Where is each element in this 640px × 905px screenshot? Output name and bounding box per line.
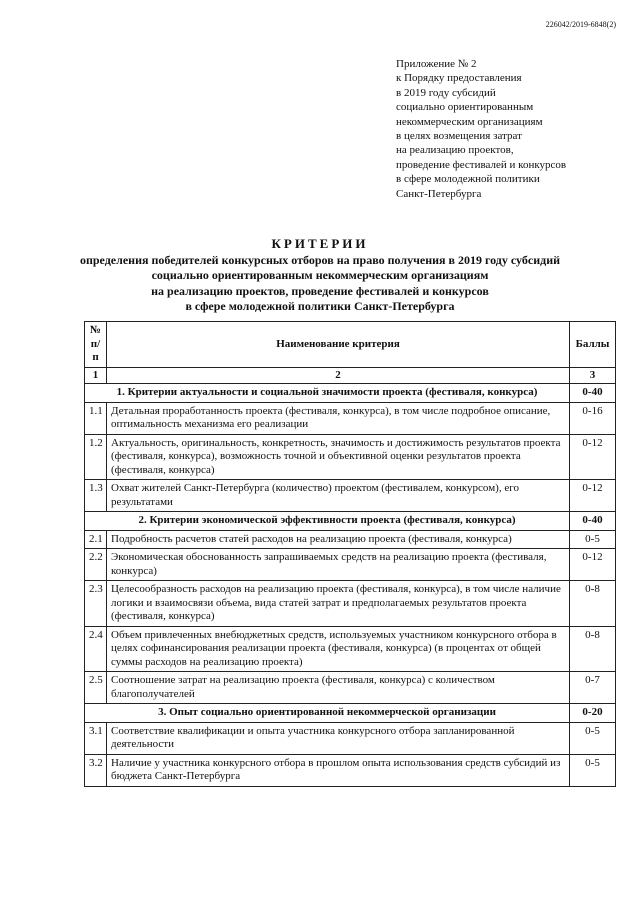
document-title — [0, 236, 640, 315]
row-text: Соотношение затрат на реализацию проекта (фестиваля, конкурса) с количеством благополучателей — [107, 672, 570, 704]
row-num: 2.4 — [85, 626, 107, 672]
table-row — [85, 402, 616, 434]
row-text: Актуальность, оригинальность, конкретность, значимость и достижимость результатов проекта (фестиваля, конкурса), возможность точной и объективной оценки результатов проекта (фестиваля, конкурса) — [107, 434, 570, 480]
row-points: 0-5 — [570, 754, 616, 786]
section-row — [85, 384, 616, 403]
title-line: социально ориентированным некоммерческим организациям — [151, 268, 489, 282]
table-row — [85, 626, 616, 672]
section-points: 0-40 — [570, 384, 616, 403]
annex-line: социально ориентированным — [396, 101, 534, 114]
row-points: 0-12 — [570, 434, 616, 480]
title-line: определения победителей конкурсных отборов на право получения в 2019 году субсидий — [79, 252, 561, 267]
row-points: 0-8 — [570, 581, 616, 627]
table-row — [85, 530, 616, 549]
annex-block — [396, 57, 566, 201]
row-text: Экономическая обоснованность запрашиваемых средств на реализацию проекта (фестиваля, конкурса) — [107, 549, 570, 581]
row-points: 0-16 — [570, 402, 616, 434]
table-row — [85, 581, 616, 627]
row-num: 1.1 — [85, 402, 107, 434]
row-num: 3.2 — [85, 754, 107, 786]
row-points: 0-12 — [570, 549, 616, 581]
annex-line: Санкт-Петербурга — [396, 187, 482, 200]
row-num: 3.1 — [85, 722, 107, 754]
table-row — [85, 549, 616, 581]
table-row — [85, 672, 616, 704]
row-text: Объем привлеченных внебюджетных средств, используемых участником конкурсного отбора в целях софинансирования реализации проекта (фестиваля, конкурса) (в процентах от общей суммы расходов на реализацию проекта) — [107, 626, 570, 672]
row-points: 0-5 — [570, 722, 616, 754]
col-number: 1 — [85, 367, 107, 384]
row-points: 0-5 — [570, 530, 616, 549]
row-points: 0-12 — [570, 480, 616, 512]
annex-line: проведение фестивалей и конкурсов — [396, 158, 567, 171]
annex-line: некоммерческим организациям — [396, 115, 543, 128]
row-text: Детальная проработанность проекта (фестиваля, конкурса), в том числе подробное описание, оптимальность механизма его реализации — [107, 402, 570, 434]
row-num: 2.5 — [85, 672, 107, 704]
col-number: 2 — [107, 367, 570, 384]
row-num: 2.1 — [85, 530, 107, 549]
row-points: 0-7 — [570, 672, 616, 704]
row-points: 0-8 — [570, 626, 616, 672]
section-title: 3. Опыт социально ориентированной некоммерческой организации — [85, 704, 570, 723]
section-row — [85, 704, 616, 723]
criteria-table — [84, 321, 616, 787]
section-points: 0-40 — [570, 512, 616, 531]
header-num: № п/п — [85, 322, 107, 368]
table-row — [85, 480, 616, 512]
row-text: Подробность расчетов статей расходов на реализацию проекта (фестиваля, конкурса) — [107, 530, 570, 549]
header-points: Баллы — [570, 322, 616, 368]
annex-line: в 2019 году субсидий — [396, 86, 496, 99]
row-num: 2.3 — [85, 581, 107, 627]
title-line: в сфере молодежной политики Санкт-Петербурга — [185, 299, 455, 313]
annex-line: в целях возмещения затрат — [396, 130, 522, 143]
annex-line: в сфере молодежной политики — [396, 173, 540, 186]
column-number-row — [85, 367, 616, 384]
row-text: Охват жителей Санкт-Петербурга (количество) проектом (фестивалем, конкурсом), его результатами — [107, 480, 570, 512]
annex-line: Приложение № 2 — [396, 58, 477, 70]
title-heading: КРИТЕРИИ — [271, 236, 369, 251]
table-row — [85, 754, 616, 786]
title-line: на реализацию проектов, проведение фестивалей и конкурсов — [151, 283, 489, 298]
annex-line: на реализацию проектов, — [396, 144, 514, 157]
section-title: 2. Критерии экономической эффективности проекта (фестиваля, конкурса) — [85, 512, 570, 531]
table-header-row — [85, 322, 616, 368]
row-text: Наличие у участника конкурсного отбора в прошлом опыта использования средств субсидий из бюджета Санкт-Петербурга — [107, 754, 570, 786]
row-num: 1.3 — [85, 480, 107, 512]
table-row — [85, 722, 616, 754]
annex-line: к Порядку предоставления — [396, 72, 522, 85]
col-number: 3 — [570, 367, 616, 384]
header-name: Наименование критерия — [107, 322, 570, 368]
section-row — [85, 512, 616, 531]
section-points: 0-20 — [570, 704, 616, 723]
section-title: 1. Критерии актуальности и социальной значимости проекта (фестиваля, конкурса) — [85, 384, 570, 403]
document-number: 226042/2019-6848(2) — [545, 20, 616, 29]
table-row — [85, 434, 616, 480]
row-num: 1.2 — [85, 434, 107, 480]
row-text: Соответствие квалификации и опыта участника конкурсного отбора запланированной деятельности — [107, 722, 570, 754]
row-num: 2.2 — [85, 549, 107, 581]
row-text: Целесообразность расходов на реализацию проекта (фестиваля, конкурса), в том числе наличие логики и взаимосвязи объема, вида статей затрат и предполагаемых результатов проекта (фестиваля, конкурса) — [107, 581, 570, 627]
